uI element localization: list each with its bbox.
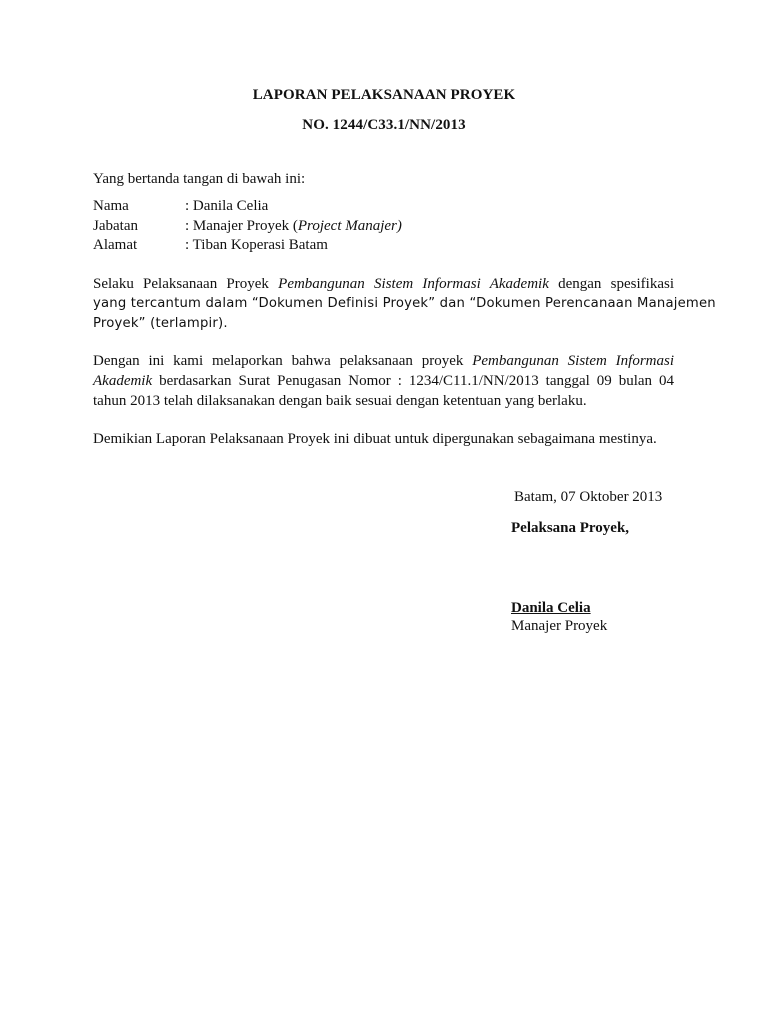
field-value-jabatan bbox=[185, 218, 402, 235]
paragraph-2-line-3: tahun 2013 telah dilaksanakan dengan baik sesuai dengan ketentuan yang berlaku. bbox=[93, 393, 587, 409]
document-number: NO. 1244/C33.1/NN/2013 bbox=[302, 117, 466, 133]
paragraph-1-text-b: dengan spesifikasi bbox=[548, 276, 674, 292]
closing-statement: Demikian Laporan Pelaksanaan Proyek ini dibuat untuk dipergunakan sebagaimana mestinya. bbox=[93, 431, 657, 447]
field-value-jabatan-italic: Project Manajer) bbox=[297, 218, 402, 234]
signature-place-date: Batam, 07 Oktober 2013 bbox=[514, 489, 663, 505]
paragraph-2-line-1 bbox=[93, 351, 674, 371]
paragraph-3 bbox=[93, 429, 674, 449]
field-value-nama-text: : Danila Celia bbox=[185, 198, 269, 214]
field-label-alamat: Alamat bbox=[93, 237, 138, 253]
paragraph-1-line-1 bbox=[93, 274, 674, 294]
project-name-italic-1: Pembangunan Sistem Informasi bbox=[472, 353, 675, 369]
project-name-italic-2: Akademik bbox=[93, 373, 153, 389]
field-value-alamat bbox=[185, 237, 328, 254]
paragraph-1-text-a: Selaku Pelaksanaan Proyek bbox=[93, 276, 279, 292]
signature-position: Manajer Proyek bbox=[511, 618, 608, 634]
field-label-jabatan: Jabatan bbox=[93, 218, 138, 234]
paragraph-2 bbox=[93, 351, 674, 411]
intro-text: Yang bertanda tangan di bawah ini: bbox=[93, 171, 306, 187]
field-value-nama bbox=[185, 198, 268, 215]
signature-role: Pelaksana Proyek, bbox=[511, 520, 630, 536]
paragraph-1 bbox=[93, 274, 716, 334]
paragraph-2-text-b: berdasarkan Surat Penugasan Nomor : 1234/C11.1/NN/2013 tanggal 09 bulan 04 bbox=[152, 373, 674, 389]
field-value-jabatan-text: : Manajer Proyek ( bbox=[185, 218, 298, 234]
project-name-italic: Pembangunan Sistem Informasi Akademik bbox=[278, 276, 549, 292]
paragraph-1-line-2: yang tercantum dalam “Dokumen Definisi Proyek” dan “Dokumen Perencanaan Manajemen bbox=[93, 296, 716, 311]
signature-name: Danila Celia bbox=[511, 600, 591, 616]
paragraph-2-line-2 bbox=[93, 371, 674, 391]
paragraph-2-text-a: Dengan ini kami melaporkan bahwa pelaksanaan proyek bbox=[93, 353, 473, 369]
document-title: LAPORAN PELAKSANAAN PROYEK bbox=[252, 87, 516, 103]
field-label-nama: Nama bbox=[93, 198, 129, 214]
paragraph-1-line-3: Proyek” (terlampir). bbox=[93, 316, 228, 331]
field-value-alamat-text: : Tiban Koperasi Batam bbox=[185, 237, 328, 253]
